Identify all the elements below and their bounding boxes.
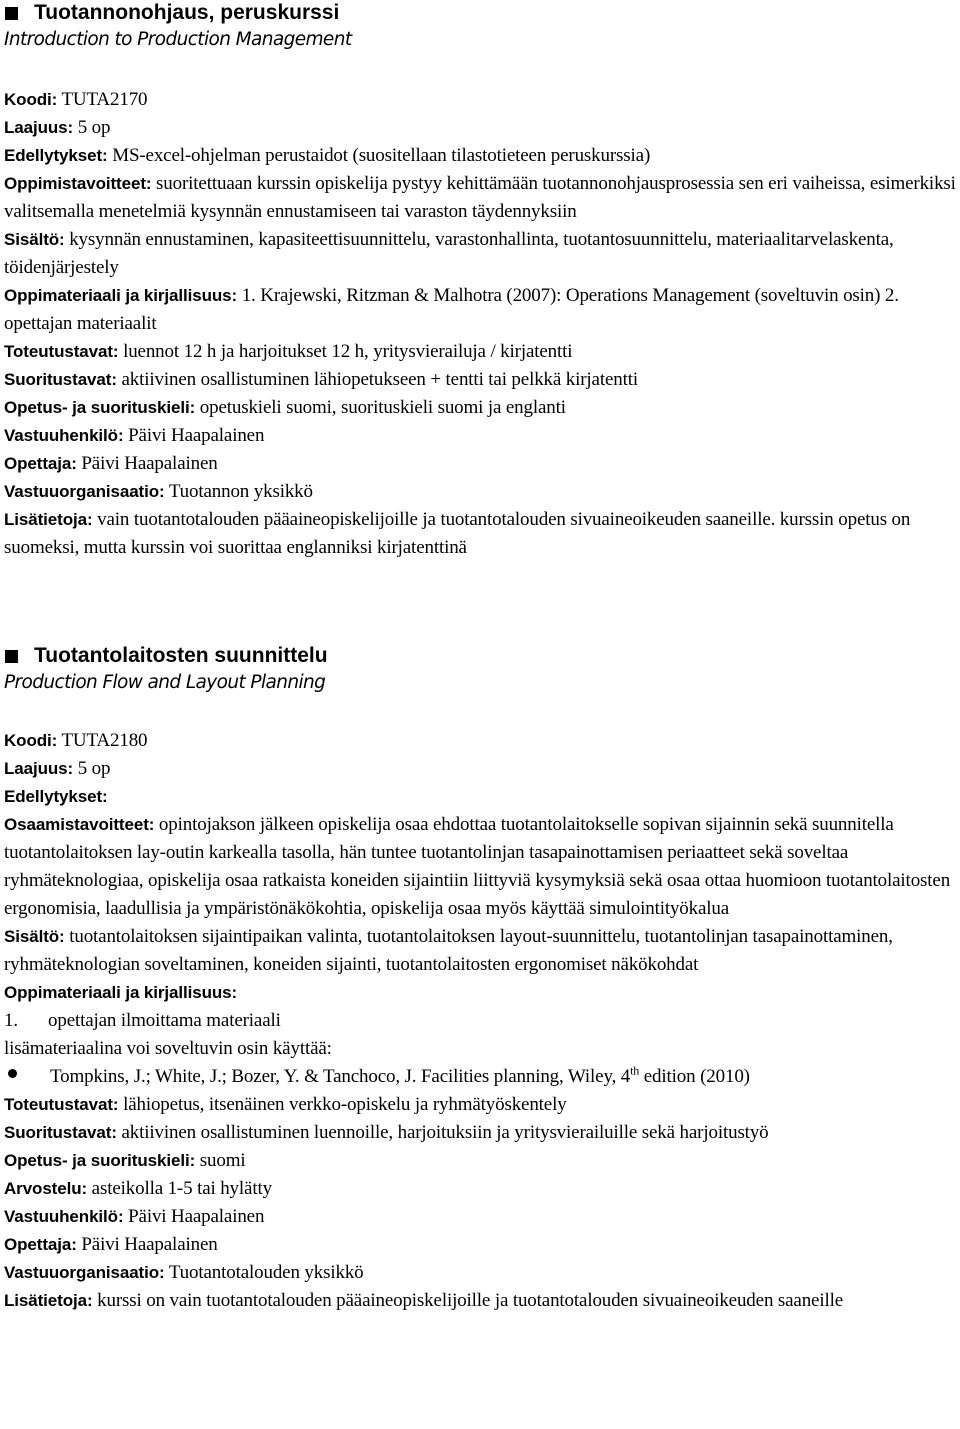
field-responsible <box>4 422 956 450</box>
field-info <box>4 1287 956 1315</box>
field-value: Päivi Haapalainen <box>123 425 265 446</box>
field-objectives <box>4 170 956 226</box>
field-label: Arvostelu: <box>4 1179 88 1198</box>
field-value: Päivi Haapalainen <box>76 1234 218 1255</box>
field-value: aktiivinen osallistuminen lähiopetukseen + tentti tai pelkkä kirjatentti <box>116 369 638 390</box>
list-number: 1. <box>4 1010 18 1031</box>
course-subtitle: Production Flow and Layout Planning <box>4 672 326 693</box>
field-label: Suoritustavat: <box>4 1123 117 1142</box>
field-value: TUTA2180 <box>57 730 148 751</box>
field-label: Lisätietoja: <box>4 1291 93 1310</box>
field-label: Suoritustavat: <box>4 370 117 389</box>
materials-extra-note: lisämateriaalina voi soveltuvin osin käyttää: <box>4 1038 332 1059</box>
field-value: 1. Krajewski, Ritzman & Malhotra (2007): Operations Management (soveltuvin osin) 2. opettajan materiaalit <box>4 285 899 334</box>
field-organisation <box>4 478 956 506</box>
field-value: Tuotantotalouden yksikkö <box>164 1262 364 1283</box>
field-value: 5 op <box>73 117 111 138</box>
square-bullet-icon <box>5 7 18 20</box>
field-value: suomi <box>195 1150 246 1171</box>
course-title-row <box>4 643 956 669</box>
materials-reference-item <box>4 1063 956 1091</box>
course-fields <box>4 727 956 1315</box>
course-subtitle: Introduction to Production Management <box>4 29 352 50</box>
field-value: 5 op <box>73 758 111 779</box>
field-label: Koodi: <box>4 90 58 109</box>
field-label: Opettaja: <box>4 1235 77 1254</box>
field-label: Koodi: <box>4 731 58 750</box>
field-label: Sisältö: <box>4 230 65 249</box>
field-value: aktiivinen osallistuminen luennoille, harjoituksiin ja yritysvierailuille sekä harjoitustyö <box>116 1122 769 1143</box>
course-fields <box>4 86 956 562</box>
field-materials <box>4 979 956 1007</box>
field-scope <box>4 114 956 142</box>
field-methods <box>4 1091 956 1119</box>
field-completion <box>4 366 956 394</box>
field-label: Toteutustavat: <box>4 1095 119 1114</box>
course-title: Tuotantolaitosten suunnittelu <box>34 644 328 667</box>
field-language <box>4 1147 956 1175</box>
field-label: Vastuuorganisaatio: <box>4 482 165 501</box>
field-label: Oppimistavoitteet: <box>4 174 152 193</box>
field-language <box>4 394 956 422</box>
field-materials <box>4 282 956 338</box>
field-label: Opetus- ja suorituskieli: <box>4 398 196 417</box>
field-label: Laajuus: <box>4 759 74 778</box>
field-methods <box>4 338 956 366</box>
reference-main: Tompkins, J.; White, J.; Bozer, Y. & Tanchoco, J. Facilities planning, Wiley, 4 <box>50 1066 631 1087</box>
field-value: opetuskieli suomi, suorituskieli suomi ja englanti <box>195 397 566 418</box>
field-value: TUTA2170 <box>57 89 148 110</box>
field-prerequisites <box>4 783 956 811</box>
field-prerequisites <box>4 142 956 170</box>
field-teacher <box>4 1231 956 1259</box>
field-completion <box>4 1119 956 1147</box>
course-section-tuta2180 <box>4 643 956 1315</box>
field-label: Edellytykset: <box>4 146 108 165</box>
field-content <box>4 226 956 282</box>
field-label: Oppimateriaali ja kirjallisuus: <box>4 286 238 305</box>
field-grading <box>4 1175 956 1203</box>
course-section-tuta2170 <box>4 0 956 562</box>
field-label: Oppimateriaali ja kirjallisuus: <box>4 983 238 1002</box>
field-value: suoritettuaan kurssin opiskelija pystyy kehittämään tuotannonohjausprosessia sen eri vaiheissa, esimerkiksi valitsemalla menetelmiä kysynnän ennustamiseen tai varaston täydennyksiin <box>4 173 956 222</box>
field-label: Opetus- ja suorituskieli: <box>4 1151 196 1170</box>
field-info <box>4 506 956 562</box>
field-label: Sisältö: <box>4 927 65 946</box>
field-label: Vastuuhenkilö: <box>4 1207 124 1226</box>
field-label: Opettaja: <box>4 454 77 473</box>
field-label: Laajuus: <box>4 118 74 137</box>
square-bullet-icon <box>5 650 18 663</box>
field-label: Vastuuorganisaatio: <box>4 1263 165 1282</box>
field-label: Toteutustavat: <box>4 342 119 361</box>
field-value: opintojakson jälkeen opiskelija osaa ehdottaa tuotantolaitokselle sopivan sijainnin sekä suunnitella tuotantolaitoksen lay-outin karkealla tasolla, hän tuntee tuotantolinjan tasapainottamisen periaatteet sekä soveltaa ryhmäteknologiaa, opiskelija osaa ratkaista koneiden sijaintiin liittyviä kysymyksiä sekä osaa ottaa huomioon tuotantolaitosten ergonomisia, laadullisia ja ympäristönäkökohtia, opiskelija osaa myös käyttää simulointityökalua <box>4 814 951 919</box>
field-value: Päivi Haapalainen <box>123 1206 265 1227</box>
field-label: Osaamistavoitteet: <box>4 815 155 834</box>
course-title-row <box>4 0 956 26</box>
field-value: luennot 12 h ja harjoitukset 12 h, yritysvierailuja / kirjatentti <box>118 341 573 362</box>
field-value: kurssi on vain tuotantotalouden pääaineopiskelijoille ja tuotantotalouden sivuaineoikeuden saaneille <box>92 1290 844 1311</box>
field-label: Lisätietoja: <box>4 510 93 529</box>
round-bullet-icon <box>8 1069 17 1078</box>
field-code <box>4 727 956 755</box>
field-organisation <box>4 1259 956 1287</box>
reference-end: edition (2010) <box>639 1066 750 1087</box>
field-teacher <box>4 450 956 478</box>
reference-superscript: th <box>630 1063 640 1078</box>
field-value: MS-excel-ohjelman perustaidot (suositellaan tilastotieteen peruskurssia) <box>107 145 651 166</box>
field-value: tuotantolaitoksen sijaintipaikan valinta, tuotantolaitoksen layout-suunnittelu, tuotantolinjan tasapainottaminen, ryhmäteknologian soveltaminen, koneiden sijainti, tuotantolaitosten ergonomiset näkökohdat <box>4 926 893 975</box>
field-label: Vastuuhenkilö: <box>4 426 124 445</box>
field-value: Päivi Haapalainen <box>76 453 218 474</box>
field-code <box>4 86 956 114</box>
course-title: Tuotannonohjaus, peruskurssi <box>34 1 340 24</box>
materials-numbered-item <box>4 1007 956 1035</box>
field-objectives <box>4 811 956 923</box>
reference-text <box>50 1063 750 1091</box>
field-scope <box>4 755 956 783</box>
field-label: Edellytykset: <box>4 787 108 806</box>
field-value: vain tuotantotalouden pääaineopiskelijoille ja tuotantotalouden sivuaineoikeuden saaneille. kurssin opetus on suomeksi, mutta kurssin voi suorittaa englanniksi kirjatenttinä <box>4 509 911 558</box>
field-value: asteikolla 1-5 tai hylätty <box>87 1178 272 1199</box>
list-item-text: opettajan ilmoittama materiaali <box>48 1010 281 1031</box>
field-content <box>4 923 956 979</box>
field-responsible <box>4 1203 956 1231</box>
field-value: kysynnän ennustaminen, kapasiteettisuunnittelu, varastonhallinta, tuotantosuunnittelu, materiaalitarvelaskenta, töidenjärjestely <box>4 229 894 278</box>
field-value: Tuotannon yksikkö <box>164 481 313 502</box>
field-value: lähiopetus, itsenäinen verkko-opiskelu ja ryhmätyöskentely <box>118 1094 567 1115</box>
